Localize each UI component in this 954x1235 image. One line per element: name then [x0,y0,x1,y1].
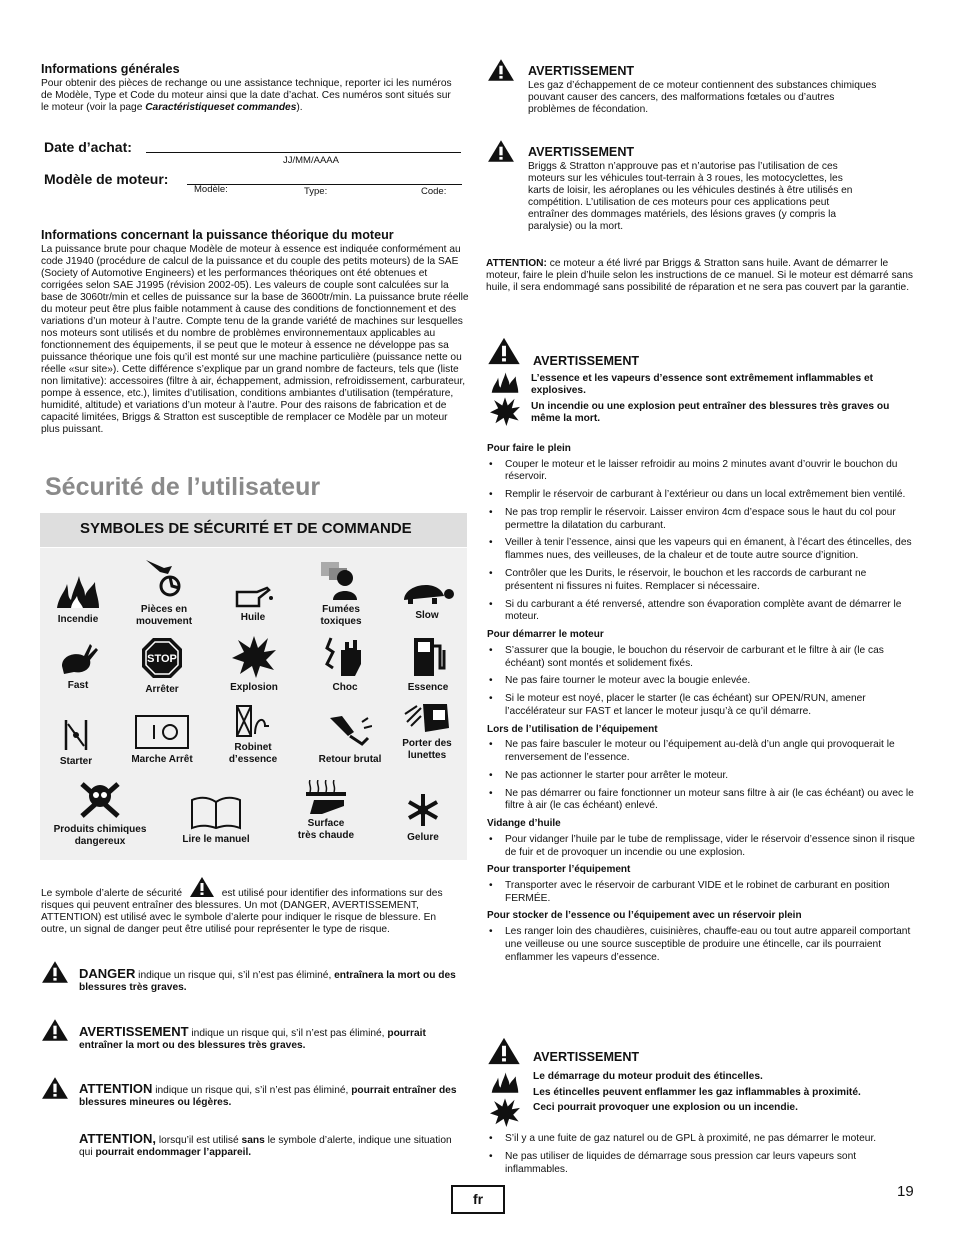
warning-2-icon [487,139,515,163]
list-item: • Les ranger loin des chaudières, cuisinières, chauffe-eau ou tout autre appareil comportant une veilleuse ou une source susceptible de produire une étincelle, car ils pourraient enflammer les vapeurs d’essence. [487,926,915,964]
symbol-shock: Choc [303,634,387,694]
fuel-safety-section [487,443,915,969]
code-sub-label: Code: [421,186,447,197]
list-item: • Si du carburant a été renversé, attendre son évaporation complète avant de démarrer le moteur. [487,599,915,625]
list-item: • Ne pas démarrer ou faire fonctionner un moteur sans filtre à air (le cas échéant) ou avec le filtre à air (le cas échéant) enlevé. [487,788,915,814]
symbol-read-manual: Lire le manuel [174,794,258,846]
list-item: • Ne pas faire tourner le moteur avec la bougie enlevée. [487,675,915,688]
transport-title: Pour transporter l’équipement [487,864,631,876]
spark-warning-list [487,1133,915,1181]
symbol-choke: Starter [34,718,118,768]
warning-4-title: AVERTISSEMENT [533,1050,640,1064]
symbol-slow: Slow [385,576,469,622]
symbol-fire: Incendie [36,572,120,626]
snowflake-icon [405,792,441,828]
rabbit-icon [56,640,100,676]
operating-title: Lors de l’utilisation de l’équipement [487,723,658,735]
warning-4-fire-icon [490,1070,520,1094]
stop-sign-icon [140,636,184,680]
warning-alert-icon [41,1018,69,1042]
symbol-hot-surface: Surface très chaude [284,780,368,842]
oil-drain-list [487,834,915,860]
refuel-list [487,459,915,625]
section-title: Sécurité de l’utilisateur [45,473,321,501]
safety-alert-icon [189,876,215,898]
list-item: • Ne pas faire basculer le moteur ou l’équipement au-delà d’un angle qui provoquerait le renversement de l’essence. [487,739,915,765]
toxic-fumes-icon [319,556,363,600]
warning-1-icon [487,58,515,82]
stop-sign-text: STOP [147,653,177,665]
moving-parts-icon [142,556,186,600]
transport-list [487,880,915,906]
symbol-fuel: Essence [386,634,470,694]
list-item: • Veiller à tenir l’essence, ainsi que les vapeurs qui en émanent, à l’écart des étincelles, des flammes nues, des veilleuses, de la chaleur et de toute autre source d’ignition. [487,537,915,563]
choke-icon [63,718,89,752]
list-item: • S’il y a une fuite de gaz naturel ou de GPL à proximité, ne pas démarrer le moteur. [487,1133,915,1146]
warning-4-explosion-icon [490,1097,520,1127]
symbol-oil: Huile [211,584,295,624]
language-tab: fr [451,1185,505,1214]
explosion-icon [232,634,276,678]
symbol-explosion: Explosion [212,634,296,694]
storage-title: Pour stocker de l’essence ou l’équipement avec un réservoir plein [487,910,802,922]
caution-alert-icon [41,1076,69,1100]
date-format: JJ/MM/AAAA [283,155,339,166]
list-item: • Ne pas utiliser de liquides de démarrage sous pression car leurs vapeurs sont inflammables. [487,1151,915,1177]
start-engine-title: Pour démarrer le moteur [487,629,604,641]
list-item: • Contrôler que les Durits, le réservoir, le bouchon et les raccords de carburant ne présentent ni fissures ni fuites. Remplacer si nécessaire. [487,568,915,594]
warning-1-title: AVERTISSEMENT [528,64,635,78]
list-item: • Couper le moteur et le laisser refroidir au moins 2 minutes avant d’ouvrir le bouchon du réservoir. [487,459,915,485]
warning-3-icon [487,336,521,366]
warning-4-line-1: Le démarrage du moteur produit des étincelles. [533,1071,763,1082]
warning-3-line-2: Un incendie ou une explosion peut entraîner des blessures très graves ou même la mort. [531,401,890,424]
warning-definition: AVERTISSEMENT indique un risque qui, s’il n’est pas éliminé, pourrait entraîner la mort ou des blessures très graves. [79,1024,426,1051]
symbol-hazardous-chemicals: Produits chimiques dangereux [44,778,156,848]
caution-definition: ATTENTION indique un risque qui, s’il n’est pas éliminé, pourrait entraîner des blessures mineures ou légères. [79,1081,457,1108]
symbol-moving-parts: Pièces en mouvement [122,556,206,628]
notice-definition: ATTENTION, lorsqu’il est utilisé sans le symbole d’alerte, indique une situation qui pourrait endommager l’appareil. [79,1131,452,1158]
refuel-title: Pour faire le plein [487,443,571,454]
warning-3-fire-icon [490,370,520,394]
hot-surface-icon [304,780,348,814]
fuel-pump-icon [406,634,450,678]
page-number: 19 [897,1183,914,1200]
model-label: Modèle de moteur: [44,171,169,187]
symbols-title: SYMBOLES DE SÉCURITÉ ET DE COMMANDE [80,520,412,537]
warning-4-icon [487,1036,521,1066]
warning-2-text: Briggs & Stratton n’approuve pas et n’autorise pas l’utilisation de ces moteurs sur les véhicules tout-terrain à 3 roues, les motocyclettes, les karts de loisir, les aéroplanes ou les véhicules destinés à être utilisés en compétition. L’utilisation de ces moteurs pour ces applications peut entraîner des dommages matériels, des lésions graves (y compris la paralysie) ou la mort. [528,161,853,232]
model-line[interactable] [187,184,462,185]
alert-explanation: Le symbole d’alerte de sécurité est utilisé pour identifier des informations sur des risques qui peuvent entraîner des blessures. Un mot (DANGER, AVERTISSEMENT, ATTENTION) est utilisé avec le symbole d’alerte pour indiquer le risque de blessure. En outre, un signal de danger peut être utilisé pour représenter le type de risque. [41,876,461,936]
list-item: • Ne pas trop remplir le réservoir. Laisser environ 4cm d’espace sous le haut du col pour permettre la dilatation du carburant. [487,507,915,533]
on-off-switch-icon [134,714,190,750]
danger-alert-icon [41,960,69,984]
general-info-title: Informations générales [41,62,180,76]
danger-definition: DANGER indique un risque qui, s’il n’est pas éliminé, entraînera la mort ou des blessures très graves. [79,966,456,993]
warning-3-title: AVERTISSEMENT [533,354,640,368]
warning-3-explosion-icon [490,396,520,426]
fuel-valve-icon [233,704,273,738]
start-engine-list [487,645,915,719]
symbol-fuel-valve: Robinet d’essence [211,704,295,766]
power-text: La puissance brute pour chaque Modèle de moteur à essence est indiquée conformément au code J1940 (procédure de calcul de la puissance et du couple des petits moteurs) de la SAE (Society of Automotive Engineers) et les performances théoriques ont été obtenues et corrigées selon SAE J1995 (révision 2002-05). Les valeurs de couple sont calculées sur la base de 3060tr/min et celles de puissance sur la base de 3600tr/min. La puissance brute réelle du moteur peut être plus faible notamment à cause des conditions de fonctionnement et des variations d’un moteur à l’autre. Compte tenu de la grande variété de machines sur lesquelles nos moteurs sont utilisés et du nombre de problèmes environnementaux applicables au fonctionnement des équipements, il se peut que le moteur à essence ne développe pas sa puissance théorique une fois qu’il est monté sur une machine particulière (puissance nette ou réelle «sur site»). Cette différence s’explique par un grand nombre de facteurs, tels que (liste non limitative): accessoires (filtre à air, échappement, admission, refroidissement, carburateur, pompe à essence, etc.), limites d’utilisation, conditions ambiantes d’utilisation (température, humidité, altitude) et variations d’un moteur à l’autre. Pour des raisons de fabrication et de capacité limitées, Briggs & Stratton est susceptible de remplacer ce Modèle par un moteur plus puissant. [41,244,469,435]
oil-can-icon [233,584,273,608]
symbol-on-off: Marche Arrêt [120,714,204,766]
warning-4-line-3: Ceci pourrait provoquer une explosion ou un incendie. [533,1102,798,1113]
safety-goggles-icon [403,700,451,734]
list-item: • Pour vidanger l’huile par le tube de remplissage, vider le réservoir d’essence sinon il risque de fuir et de provoquer un incendie ou une explosion. [487,834,915,860]
symbol-frostbite: Gelure [381,792,465,844]
warning-4-line-2: Les étincelles peuvent enflammer les gaz inflammables à proximité. [533,1087,861,1098]
turtle-icon [398,576,456,606]
oil-drain-title: Vidange d’huile [487,818,561,830]
storage-list [487,926,915,964]
type-sub-label: Type: [304,186,328,197]
general-info-text: Pour obtenir des pièces de rechange ou une assistance technique, reporter ici les numéros de Modèle, Type et Code du moteur ainsi que la date d’achat. Ces numéros sont situés sur le moteur (voir la page Caractéristiqueset commandes). [41,78,452,113]
power-title: Informations concernant la puissance théorique du moteur [41,228,394,242]
date-line[interactable] [146,152,461,153]
warning-2-title: AVERTISSEMENT [528,145,635,159]
symbol-toxic-fumes: Fumées toxiques [299,556,383,628]
list-item: • Ne pas actionner le starter pour arrêter le moteur. [487,770,915,783]
symbol-kickback: Retour brutal [308,714,392,766]
date-label: Date d’achat: [44,139,132,155]
manual-book-icon [190,794,242,830]
symbol-goggles: Porter des lunettes [385,700,469,762]
list-item: • S’assurer que la bougie, le bouchon du réservoir de carburant et le filtre à air (le cas échéant) sont montés et solidement fixés. [487,645,915,671]
list-item: • Si le moteur est noyé, placer le starter (le cas échéant) sur OPEN/RUN, amener l’accélérateur sur FAST et lancer le moteur jusqu’à ce qu’il démarre. [487,693,915,719]
warning-1-text: Les gaz d’échappement de ce moteur contiennent des substances chimiques pouvant causer des cancers, des malformations fœtales ou d’autres problèmes de fécondation. [528,80,877,115]
shock-icon [323,634,367,678]
symbol-fast: Fast [36,640,120,692]
list-item: • Transporter avec le réservoir de carburant VIDE et le robinet de carburant en position FERMÉE. [487,880,915,906]
warning-3-line-1: L’essence et les vapeurs d’essence sont extrêmement inflammables et explosives. [531,373,874,396]
skull-crossbones-icon [78,778,122,820]
attention-oil-note: ATTENTION: ce moteur a été livré par Briggs & Stratton sans huile. Avant de démarrer le moteur, faire le plein d’huile selon les instructions de ce manuel. Si le moteur est démarré sans huile, il sera endommagé sans possibilité de réparation et ne sera pas couvert par la garantie. [486,258,913,293]
fire-icon [55,572,101,610]
operating-list [487,739,915,813]
symbol-stop: STOP Arrêter [120,636,204,696]
model-sub-label: Modèle: [194,184,228,195]
kickback-icon [328,714,372,750]
list-item: • Remplir le réservoir de carburant à l’extérieur ou dans un local extrêmement bien ventilé. [487,489,915,502]
